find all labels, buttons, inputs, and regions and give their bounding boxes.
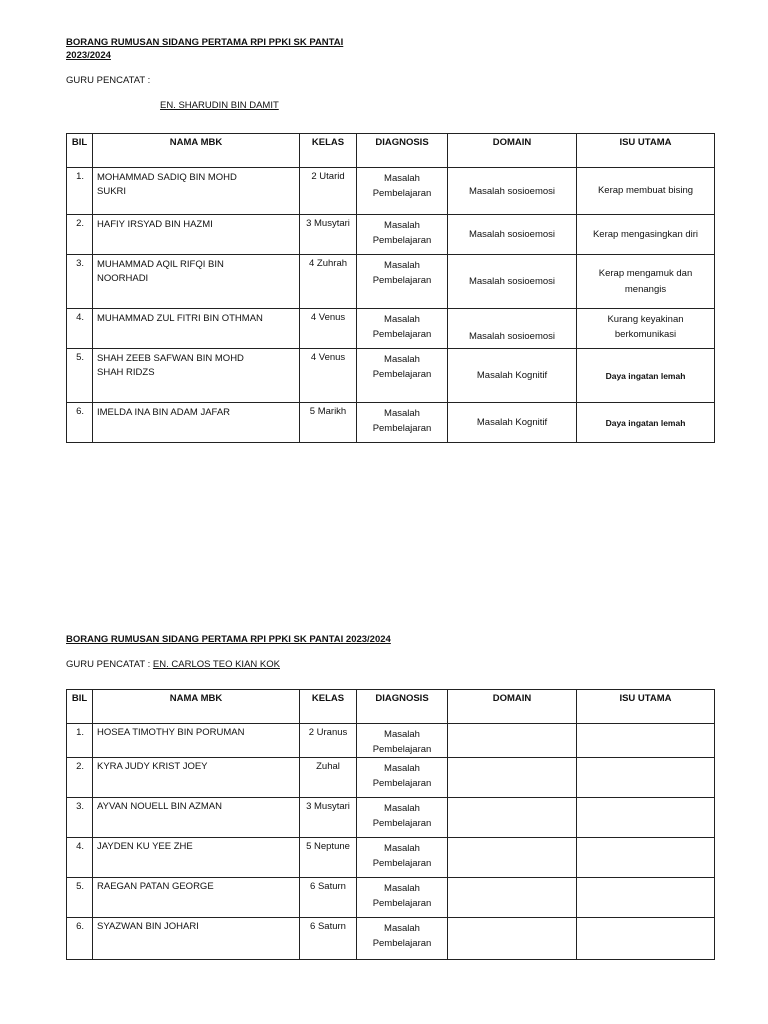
diagnosis-line: Masalah (384, 729, 420, 740)
cell-bil: 5. (67, 349, 93, 403)
diagnosis-line: Masalah (384, 220, 420, 231)
cell-bil: 5. (67, 878, 93, 918)
diagnosis-line: Masalah (384, 408, 420, 419)
name-line: SHAH ZEEB SAFWAN BIN MOHD (97, 353, 244, 364)
table-row (67, 168, 715, 215)
cell-name (93, 215, 300, 255)
cell-diagnosis (357, 758, 448, 798)
header-domain: DOMAIN (448, 690, 577, 724)
name-line: HAFIY IRSYAD BIN HAZMI (97, 219, 213, 230)
name-line: MUHAMMAD ZUL FITRI BIN OTHMAN (97, 313, 263, 324)
diagnosis-line: Pembelajaran (372, 858, 432, 869)
form-1-title-line1: BORANG RUMUSAN SIDANG PERTAMA RPI PPKI SK PANTAI (66, 37, 344, 48)
diagnosis-line: Masalah (384, 763, 420, 774)
form-1-table (66, 133, 715, 443)
table-row (67, 798, 715, 838)
cell-domain: Masalah sosioemosi (448, 215, 577, 255)
table-row (67, 309, 715, 349)
cell-isu (577, 878, 715, 918)
cell-name: AYVAN NOUELL BIN AZMAN (93, 798, 300, 838)
header-diagnosis: DIAGNOSIS (357, 690, 448, 724)
cell-domain (448, 758, 577, 798)
cell-isu (577, 798, 715, 838)
name-line: SUKRI (97, 186, 127, 197)
cell-bil: 1. (67, 168, 93, 215)
recorder-name: EN. SHARUDIN BIN DAMIT (160, 100, 279, 111)
diagnosis-line: Masalah (384, 260, 420, 271)
cell-isu (577, 255, 715, 309)
diagnosis-line: Pembelajaran (372, 369, 432, 380)
diagnosis-line: Pembelajaran (372, 778, 432, 789)
name-line: SHAH RIDZS (97, 367, 155, 378)
form-1 (66, 36, 714, 443)
diagnosis-line: Masalah (384, 314, 420, 325)
cell-domain: Masalah sosioemosi (448, 168, 577, 215)
header-diagnosis: DIAGNOSIS (357, 134, 448, 168)
cell-kelas: 2 Utarid (300, 168, 357, 215)
cell-bil: 4. (67, 309, 93, 349)
diagnosis-line: Pembelajaran (372, 235, 432, 246)
cell-name: SYAZWAN BIN JOHARI (93, 918, 300, 960)
cell-domain: Masalah Kognitif (448, 349, 577, 403)
table-row (67, 349, 715, 403)
cell-name: RAEGAN PATAN GEORGE (93, 878, 300, 918)
isu-line: Kerap membuat bising (597, 185, 694, 196)
form-1-title-line2: 2023/2024 (66, 50, 111, 61)
cell-kelas: 2 Uranus (300, 724, 357, 758)
cell-name (93, 309, 300, 349)
cell-bil: 4. (67, 838, 93, 878)
cell-isu (577, 724, 715, 758)
cell-domain (448, 878, 577, 918)
isu-line: Kurang keyakinan (607, 314, 684, 325)
recorder-name: EN. CARLOS TEO KIAN KOK (152, 659, 280, 670)
form-1-recorder (66, 74, 714, 112)
recorder-label: GURU PENCATAT : (66, 75, 151, 86)
cell-isu (577, 349, 715, 403)
header-kelas: KELAS (300, 134, 357, 168)
cell-diagnosis (357, 168, 448, 215)
cell-domain: Masalah sosioemosi (448, 309, 577, 349)
cell-isu (577, 758, 715, 798)
cell-kelas: 6 Saturn (300, 878, 357, 918)
diagnosis-line: Masalah (384, 843, 420, 854)
isu-line: Daya ingatan lemah (605, 370, 686, 381)
cell-diagnosis (357, 403, 448, 443)
table-row (67, 403, 715, 443)
header-bil: BIL (67, 690, 93, 724)
cell-bil: 3. (67, 798, 93, 838)
cell-isu (577, 918, 715, 960)
recorder-label: GURU PENCATAT : (66, 659, 151, 670)
cell-bil: 1. (67, 724, 93, 758)
cell-kelas: 3 Musytari (300, 798, 357, 838)
diagnosis-line: Pembelajaran (372, 275, 432, 286)
cell-domain (448, 838, 577, 878)
cell-domain (448, 724, 577, 758)
cell-diagnosis (357, 838, 448, 878)
cell-name: JAYDEN KU YEE ZHE (93, 838, 300, 878)
table-row (67, 878, 715, 918)
diagnosis-line: Pembelajaran (372, 188, 432, 199)
diagnosis-line: Pembelajaran (372, 423, 432, 434)
form-1-title (66, 36, 356, 62)
name-line: MOHAMMAD SADIQ BIN MOHD (97, 172, 237, 183)
header-nama-mbk: NAMA MBK (93, 134, 300, 168)
cell-name (93, 403, 300, 443)
cell-domain: Masalah sosioemosi (448, 255, 577, 309)
cell-kelas: 5 Marikh (300, 403, 357, 443)
cell-bil: 6. (67, 403, 93, 443)
table-row (67, 758, 715, 798)
cell-kelas: Zuhal (300, 758, 357, 798)
table-row (67, 215, 715, 255)
header-nama-mbk: NAMA MBK (93, 690, 300, 724)
cell-isu (577, 309, 715, 349)
isu-line: Daya ingatan lemah (605, 417, 686, 428)
cell-kelas: 4 Zuhrah (300, 255, 357, 309)
cell-isu (577, 403, 715, 443)
table-row (67, 838, 715, 878)
cell-name: HOSEA TIMOTHY BIN PORUMAN (93, 724, 300, 758)
cell-name: KYRA JUDY KRIST JOEY (93, 758, 300, 798)
table-row (67, 255, 715, 309)
cell-kelas: 5 Neptune (300, 838, 357, 878)
diagnosis-line: Pembelajaran (372, 329, 432, 340)
cell-kelas: 3 Musytari (300, 215, 357, 255)
cell-diagnosis (357, 255, 448, 309)
header-kelas: KELAS (300, 690, 357, 724)
cell-name (93, 168, 300, 215)
header-isu-utama: ISU UTAMA (577, 690, 715, 724)
cell-diagnosis (357, 878, 448, 918)
diagnosis-line: Masalah (384, 883, 420, 894)
cell-domain (448, 918, 577, 960)
cell-diagnosis (357, 215, 448, 255)
cell-diagnosis (357, 918, 448, 960)
form-2 (66, 633, 714, 960)
form-2-table (66, 689, 715, 960)
cell-kelas: 6 Saturn (300, 918, 357, 960)
cell-diagnosis (357, 798, 448, 838)
diagnosis-line: Masalah (384, 923, 420, 934)
table-row (67, 918, 715, 960)
isu-line: menangis (624, 283, 667, 295)
cell-domain (448, 798, 577, 838)
cell-bil: 3. (67, 255, 93, 309)
cell-name (93, 349, 300, 403)
diagnosis-line: Pembelajaran (372, 938, 432, 949)
name-line: IMELDA INA BIN ADAM JAFAR (97, 407, 231, 418)
diagnosis-line: Masalah (384, 173, 420, 184)
cell-diagnosis (357, 724, 448, 758)
isu-line: berkomunikasi (614, 329, 677, 340)
header-isu-utama: ISU UTAMA (577, 134, 715, 168)
cell-kelas: 4 Venus (300, 309, 357, 349)
form-2-title: BORANG RUMUSAN SIDANG PERTAMA RPI PPKI SK PANTAI 2023/2024 (66, 634, 391, 645)
cell-bil: 2. (67, 215, 93, 255)
diagnosis-line: Masalah (384, 354, 420, 365)
header-domain: DOMAIN (448, 134, 577, 168)
cell-bil: 6. (67, 918, 93, 960)
cell-bil: 2. (67, 758, 93, 798)
diagnosis-line: Masalah (384, 803, 420, 814)
isu-line: Kerap mengasingkan diri (592, 228, 699, 240)
name-line: MUHAMMAD AQIL RIFQI BIN (97, 259, 224, 270)
cell-diagnosis (357, 309, 448, 349)
header-bil: BIL (67, 134, 93, 168)
cell-name (93, 255, 300, 309)
cell-domain: Masalah Kognitif (448, 403, 577, 443)
cell-kelas: 4 Venus (300, 349, 357, 403)
cell-diagnosis (357, 349, 448, 403)
diagnosis-line: Pembelajaran (372, 898, 432, 909)
name-line: NOORHADI (97, 273, 149, 284)
cell-isu (577, 838, 715, 878)
cell-isu (577, 215, 715, 255)
isu-line: Kerap mengamuk dan (598, 267, 693, 279)
table-header-row (67, 690, 715, 724)
table-header-row (67, 134, 715, 168)
cell-isu (577, 168, 715, 215)
diagnosis-line: Pembelajaran (372, 818, 432, 829)
form-2-recorder (66, 658, 714, 671)
table-row (67, 724, 715, 758)
diagnosis-line: Pembelajaran (372, 744, 432, 755)
